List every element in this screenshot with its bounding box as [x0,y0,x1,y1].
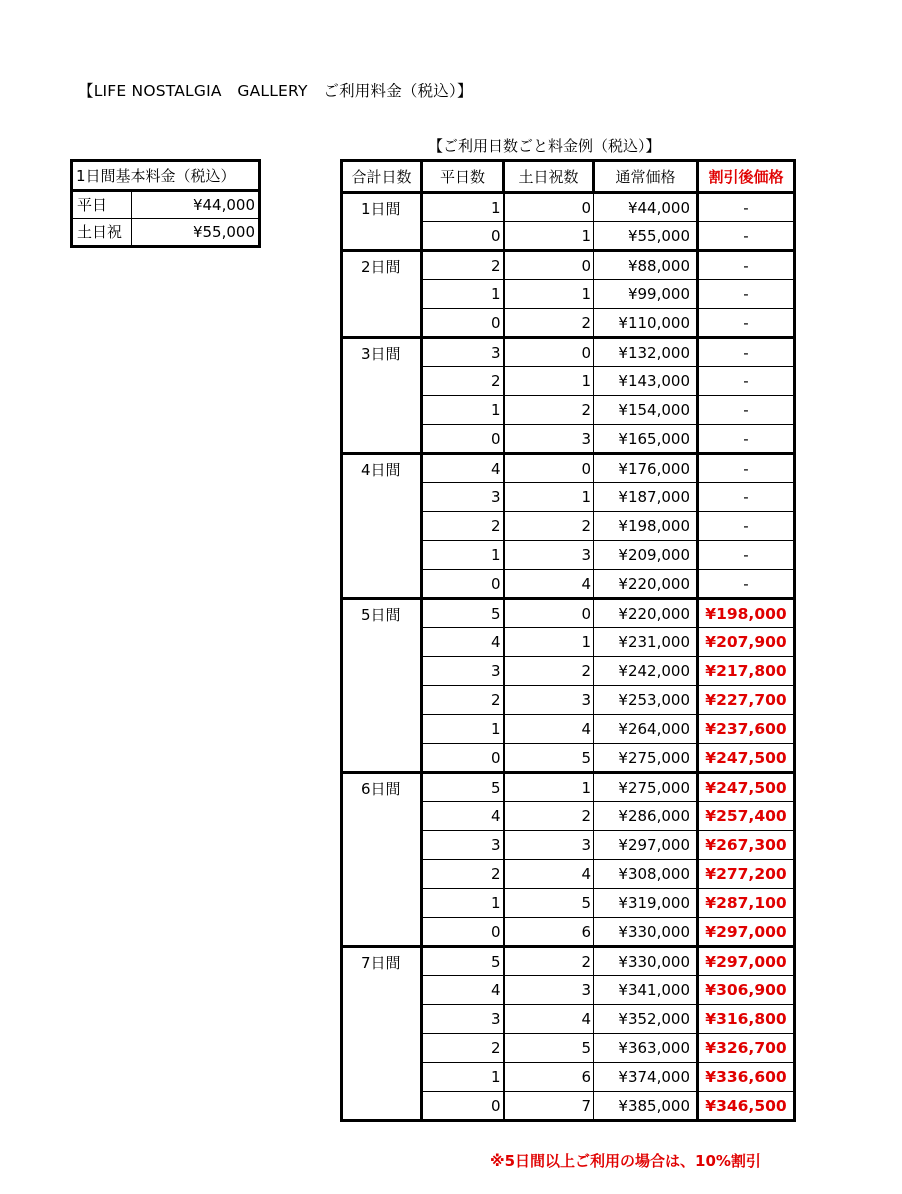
weekends-cell: 1 [504,483,594,512]
base-rate-label: 土日祝 [72,219,132,247]
normal-price-cell: ¥220,000 [594,599,698,628]
price-table [340,159,796,1122]
weekdays-cell: 5 [422,599,504,628]
table-row [342,193,795,222]
normal-price-cell: ¥55,000 [594,222,698,251]
discount-price-cell: - [698,483,795,512]
normal-price-cell: ¥253,000 [594,686,698,715]
discount-price-cell: ¥287,100 [698,889,795,918]
weekdays-cell: 2 [422,367,504,396]
weekends-cell: 3 [504,541,594,570]
weekdays-cell: 0 [422,425,504,454]
discount-price-cell: - [698,309,795,338]
discount-price-cell: - [698,396,795,425]
discount-price-cell: ¥217,800 [698,657,795,686]
discount-note: ※5日間以上ご利用の場合は、10%割引 [490,1152,761,1170]
discount-price-cell: - [698,193,795,222]
weekdays-cell: 0 [422,744,504,773]
discount-price-cell: ¥297,000 [698,947,795,976]
base-rate-price: ¥44,000 [132,191,260,219]
weekdays-cell: 2 [422,686,504,715]
normal-price-cell: ¥363,000 [594,1034,698,1063]
weekdays-cell: 0 [422,309,504,338]
weekends-cell: 4 [504,570,594,599]
normal-price-cell: ¥88,000 [594,251,698,280]
normal-price-cell: ¥44,000 [594,193,698,222]
base-rate-row [72,219,260,247]
normal-price-cell: ¥264,000 [594,715,698,744]
discount-price-cell: ¥257,400 [698,802,795,831]
normal-price-cell: ¥341,000 [594,976,698,1005]
weekdays-cell: 1 [422,396,504,425]
base-rate-header-row [72,161,260,191]
discount-price-cell: ¥237,600 [698,715,795,744]
weekends-cell: 1 [504,222,594,251]
weekdays-cell: 0 [422,1092,504,1121]
normal-price-cell: ¥198,000 [594,512,698,541]
weekdays-cell: 0 [422,570,504,599]
discount-price-cell: ¥247,500 [698,773,795,802]
discount-price-cell: - [698,280,795,309]
weekends-cell: 2 [504,309,594,338]
weekends-cell: 2 [504,947,594,976]
weekends-cell: 1 [504,628,594,657]
weekends-cell: 5 [504,889,594,918]
base-rate-price: ¥55,000 [132,219,260,247]
weekends-cell: 0 [504,193,594,222]
page-title: 【LIFE NOSTALGIA GALLERY ご利用料金（税込）】 [78,82,473,100]
normal-price-cell: ¥132,000 [594,338,698,367]
normal-price-cell: ¥275,000 [594,744,698,773]
weekends-cell: 1 [504,367,594,396]
weekdays-cell: 3 [422,831,504,860]
weekends-cell: 3 [504,831,594,860]
normal-price-cell: ¥374,000 [594,1063,698,1092]
normal-price-cell: ¥330,000 [594,947,698,976]
normal-price-cell: ¥209,000 [594,541,698,570]
weekdays-cell: 1 [422,193,504,222]
header-weekends: 土日祝数 [504,161,594,193]
discount-price-cell: - [698,251,795,280]
weekends-cell: 2 [504,396,594,425]
discount-price-cell: ¥306,900 [698,976,795,1005]
discount-price-cell: ¥207,900 [698,628,795,657]
weekdays-cell: 1 [422,715,504,744]
table-row [342,251,795,280]
weekends-cell: 3 [504,425,594,454]
normal-price-cell: ¥176,000 [594,454,698,483]
weekdays-cell: 2 [422,1034,504,1063]
discount-price-cell: ¥247,500 [698,744,795,773]
table-row [342,338,795,367]
weekends-cell: 7 [504,1092,594,1121]
weekends-cell: 6 [504,1063,594,1092]
weekends-cell: 2 [504,657,594,686]
table-row [342,599,795,628]
normal-price-cell: ¥143,000 [594,367,698,396]
discount-price-cell: ¥267,300 [698,831,795,860]
total-days-cell: 2日間 [342,251,422,338]
normal-price-cell: ¥187,000 [594,483,698,512]
weekdays-cell: 4 [422,976,504,1005]
weekends-cell: 1 [504,773,594,802]
total-days-cell: 4日間 [342,454,422,599]
table-row [342,773,795,802]
weekdays-cell: 1 [422,280,504,309]
weekends-cell: 0 [504,338,594,367]
normal-price-cell: ¥352,000 [594,1005,698,1034]
discount-price-cell: - [698,454,795,483]
normal-price-cell: ¥385,000 [594,1092,698,1121]
discount-price-cell: - [698,512,795,541]
total-days-cell: 7日間 [342,947,422,1121]
table-row [342,454,795,483]
weekends-cell: 3 [504,686,594,715]
discount-price-cell: ¥336,600 [698,1063,795,1092]
discount-price-cell: - [698,570,795,599]
discount-price-cell: - [698,222,795,251]
weekends-cell: 2 [504,802,594,831]
price-table-caption: 【ご利用日数ごと料金例（税込）】 [428,137,661,155]
normal-price-cell: ¥154,000 [594,396,698,425]
discount-price-cell: - [698,338,795,367]
normal-price-cell: ¥319,000 [594,889,698,918]
normal-price-cell: ¥275,000 [594,773,698,802]
discount-price-cell: ¥297,000 [698,918,795,947]
total-days-cell: 6日間 [342,773,422,947]
total-days-cell: 1日間 [342,193,422,251]
header-discount-price: 割引後価格 [698,161,795,193]
weekends-cell: 0 [504,454,594,483]
normal-price-cell: ¥242,000 [594,657,698,686]
weekends-cell: 5 [504,744,594,773]
discount-price-cell: ¥227,700 [698,686,795,715]
weekends-cell: 5 [504,1034,594,1063]
normal-price-cell: ¥297,000 [594,831,698,860]
normal-price-cell: ¥165,000 [594,425,698,454]
weekdays-cell: 4 [422,628,504,657]
weekdays-cell: 5 [422,947,504,976]
normal-price-cell: ¥99,000 [594,280,698,309]
header-weekdays: 平日数 [422,161,504,193]
price-table-body [342,193,795,1121]
weekdays-cell: 2 [422,512,504,541]
weekdays-cell: 3 [422,483,504,512]
weekdays-cell: 3 [422,1005,504,1034]
weekdays-cell: 3 [422,338,504,367]
weekdays-cell: 0 [422,918,504,947]
normal-price-cell: ¥220,000 [594,570,698,599]
weekdays-cell: 5 [422,773,504,802]
base-rate-header: 1日間基本料金（税込） [72,161,260,191]
discount-price-cell: - [698,367,795,396]
weekdays-cell: 4 [422,802,504,831]
discount-price-cell: - [698,425,795,454]
weekends-cell: 3 [504,976,594,1005]
table-row [342,947,795,976]
weekends-cell: 4 [504,860,594,889]
discount-price-cell: ¥326,700 [698,1034,795,1063]
weekdays-cell: 2 [422,860,504,889]
normal-price-cell: ¥231,000 [594,628,698,657]
weekends-cell: 2 [504,512,594,541]
weekdays-cell: 2 [422,251,504,280]
weekends-cell: 6 [504,918,594,947]
weekdays-cell: 1 [422,1063,504,1092]
discount-price-cell: ¥346,500 [698,1092,795,1121]
weekdays-cell: 1 [422,541,504,570]
header-total-days: 合計日数 [342,161,422,193]
weekends-cell: 0 [504,251,594,280]
normal-price-cell: ¥110,000 [594,309,698,338]
weekdays-cell: 0 [422,222,504,251]
total-days-cell: 5日間 [342,599,422,773]
price-table-header-row [342,161,795,193]
weekends-cell: 4 [504,1005,594,1034]
base-rate-label: 平日 [72,191,132,219]
normal-price-cell: ¥330,000 [594,918,698,947]
total-days-cell: 3日間 [342,338,422,454]
weekdays-cell: 4 [422,454,504,483]
header-normal-price: 通常価格 [594,161,698,193]
normal-price-cell: ¥308,000 [594,860,698,889]
weekends-cell: 1 [504,280,594,309]
normal-price-cell: ¥286,000 [594,802,698,831]
weekdays-cell: 1 [422,889,504,918]
weekends-cell: 4 [504,715,594,744]
weekdays-cell: 3 [422,657,504,686]
base-rate-row [72,191,260,219]
discount-price-cell: ¥277,200 [698,860,795,889]
base-rate-table [70,159,261,248]
weekends-cell: 0 [504,599,594,628]
discount-price-cell: - [698,541,795,570]
discount-price-cell: ¥316,800 [698,1005,795,1034]
discount-price-cell: ¥198,000 [698,599,795,628]
